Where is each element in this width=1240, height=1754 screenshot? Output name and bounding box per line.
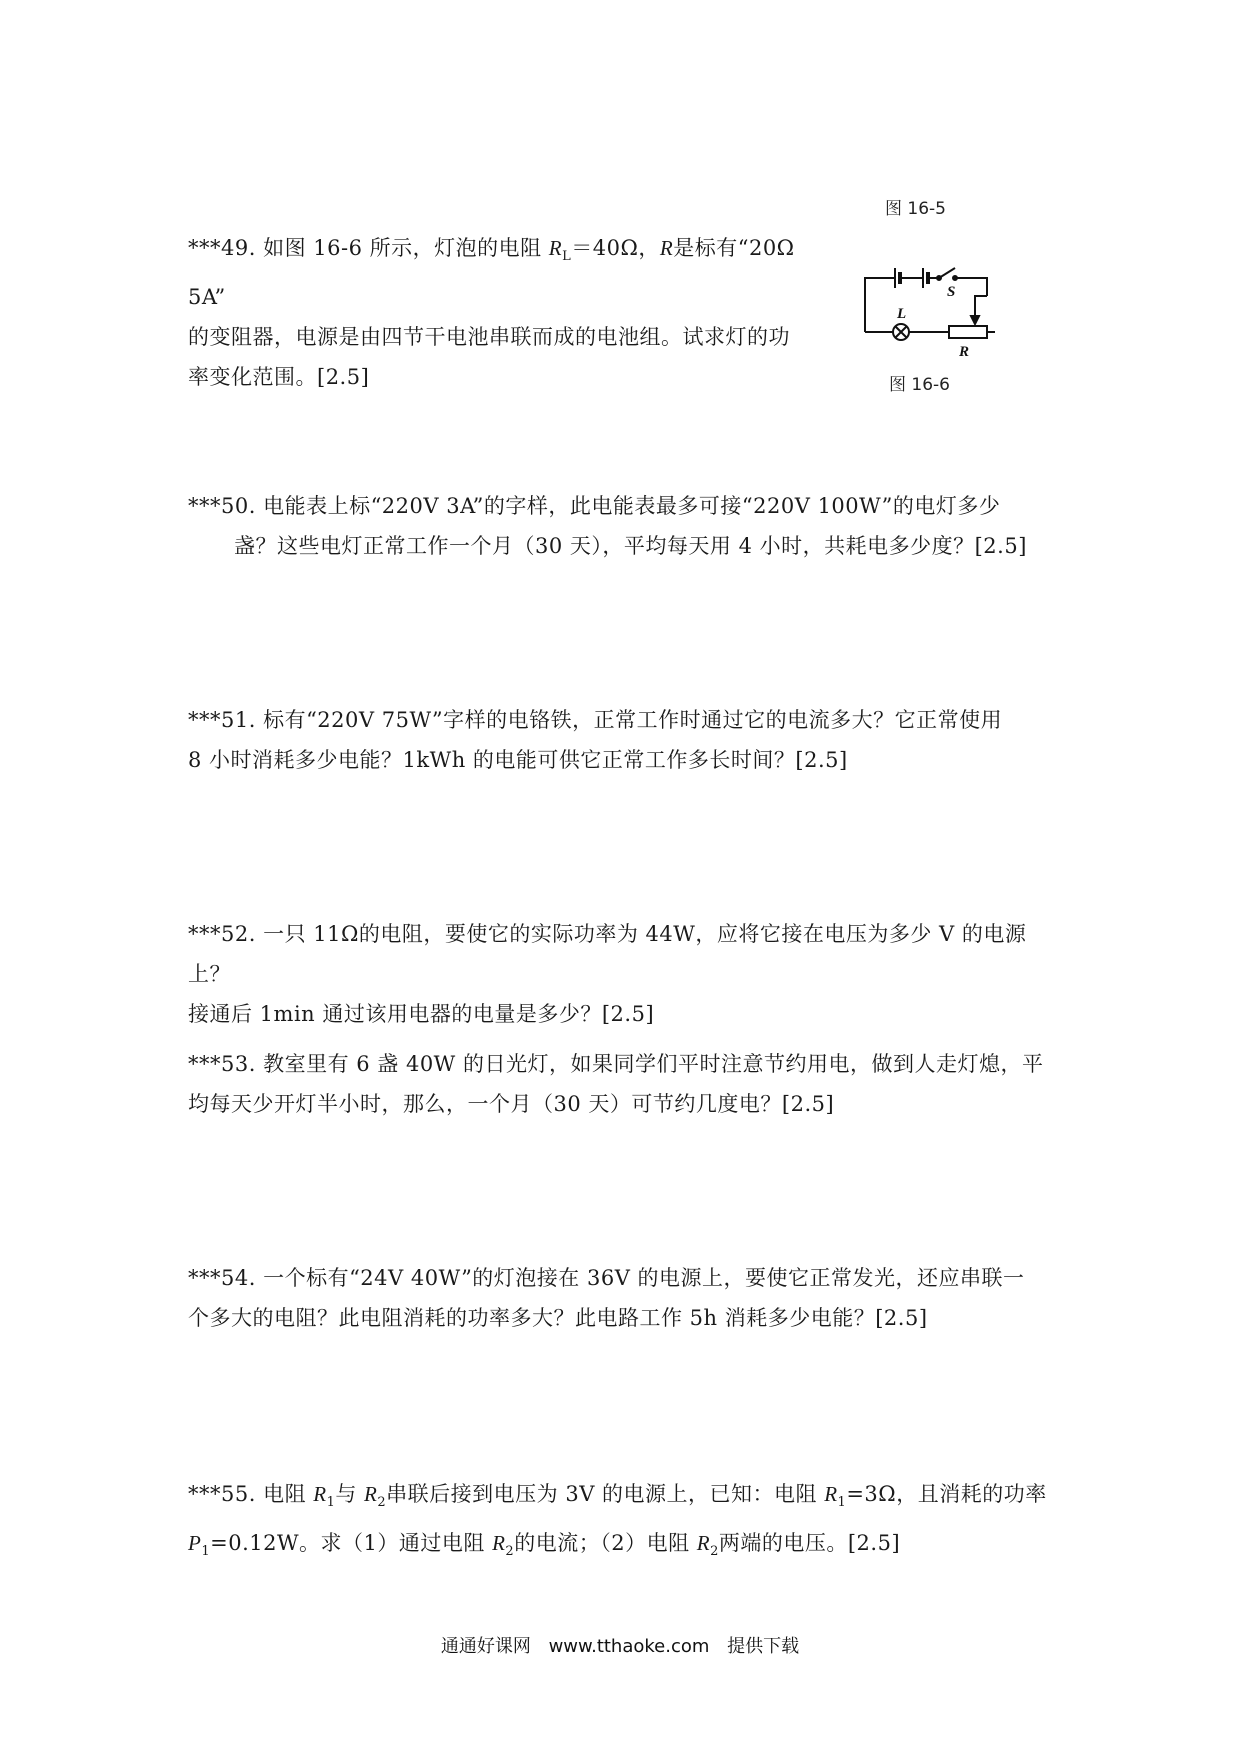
figure-16-5-caption: 图 16-5 <box>885 199 946 219</box>
footer-site-name: 通通好课网 <box>440 1636 531 1657</box>
page-footer <box>0 1632 1240 1658</box>
question-50-line-1: ***50. 电能表上标“220V 3A”的字样，此电能表最多可接“220V 100W”的电灯多少 <box>188 494 1001 518</box>
question-53-line-1: ***53. 教室里有 6 盏 40W 的日光灯，如果同学们平时注意节约用电，做到人走灯熄，平 <box>188 1052 1044 1076</box>
question-54 <box>188 1258 1058 1338</box>
question-53 <box>188 1044 1058 1124</box>
question-49-line-2: 的变阻器，电源是由四节干电池串联而成的电池组。试求灯的功 <box>188 325 790 350</box>
question-50-line-2: 盏？这些电灯正常工作一个月（30 天），平均每天用 4 小时，共耗电多少度？[2.5] <box>234 534 1027 558</box>
question-52-line-2: 接通后 1min 通过该用电器的电量是多少？[2.5] <box>188 1002 655 1026</box>
circuit-diagram <box>855 258 1005 368</box>
question-55 <box>188 1474 1058 1572</box>
lamp-label: L <box>897 306 907 322</box>
question-49-line-3: 率变化范围。[2.5] <box>188 365 370 390</box>
footer-url[interactable]: www.tthaoke.com <box>548 1636 710 1657</box>
rheostat-body <box>949 326 987 338</box>
question-49 <box>188 228 828 397</box>
question-50 <box>188 486 1058 566</box>
figure-16-6-caption: 图 16-6 <box>889 375 950 395</box>
rheostat-slider <box>971 316 979 324</box>
question-49-line-1: ***49. 如图 16-6 所示，灯泡的电阻 $R_L=40\Omega$，R是标有“20Ω 5A” <box>188 236 795 310</box>
question-53-line-2: 均每天少开灯半小时，那么，一个月（30 天）可节约几度电？[2.5] <box>188 1092 835 1116</box>
question-51 <box>188 700 1058 780</box>
question-54-line-1: ***54. 一个标有“24V 40W”的灯泡接在 36V 的电源上，要使它正常发光，还应串联一 <box>188 1266 1025 1290</box>
question-51-line-1: ***51. 标有“220V 75W”字样的电铬铁，正常工作时通过它的电流多大？它正常使用 <box>188 708 1003 732</box>
question-55-text: ***55. 电阻 $R_1$与 $R_2$串联后接到电压为 3V 的电源上，已知：电阻 $R_1=3\Omega$，且消耗的功率$P_1=0.12W$。求（1）通过电阻 $R_2$的电流；（2）电阻 $R_2$两端的电压。[2.5] <box>188 1482 1047 1560</box>
circuit-wires <box>865 268 995 340</box>
question-54-line-2: 个多大的电阻？此电阻消耗的功率多大？此电路工作 5h 消耗多少电能？[2.5] <box>188 1306 928 1330</box>
switch-label: S <box>947 284 956 300</box>
rheostat-label: R <box>959 344 970 360</box>
question-51-line-2: 8 小时消耗多少电能？1kWh 的电能可供它正常工作多长时间？[2.5] <box>188 748 848 772</box>
footer-suffix: 提供下载 <box>727 1636 800 1657</box>
question-52 <box>188 914 1058 1034</box>
question-52-line-1: ***52. 一只 11Ω的电阻，要使它的实际功率为 44W，应将它接在电压为多少 V 的电源上？ <box>188 922 1027 986</box>
